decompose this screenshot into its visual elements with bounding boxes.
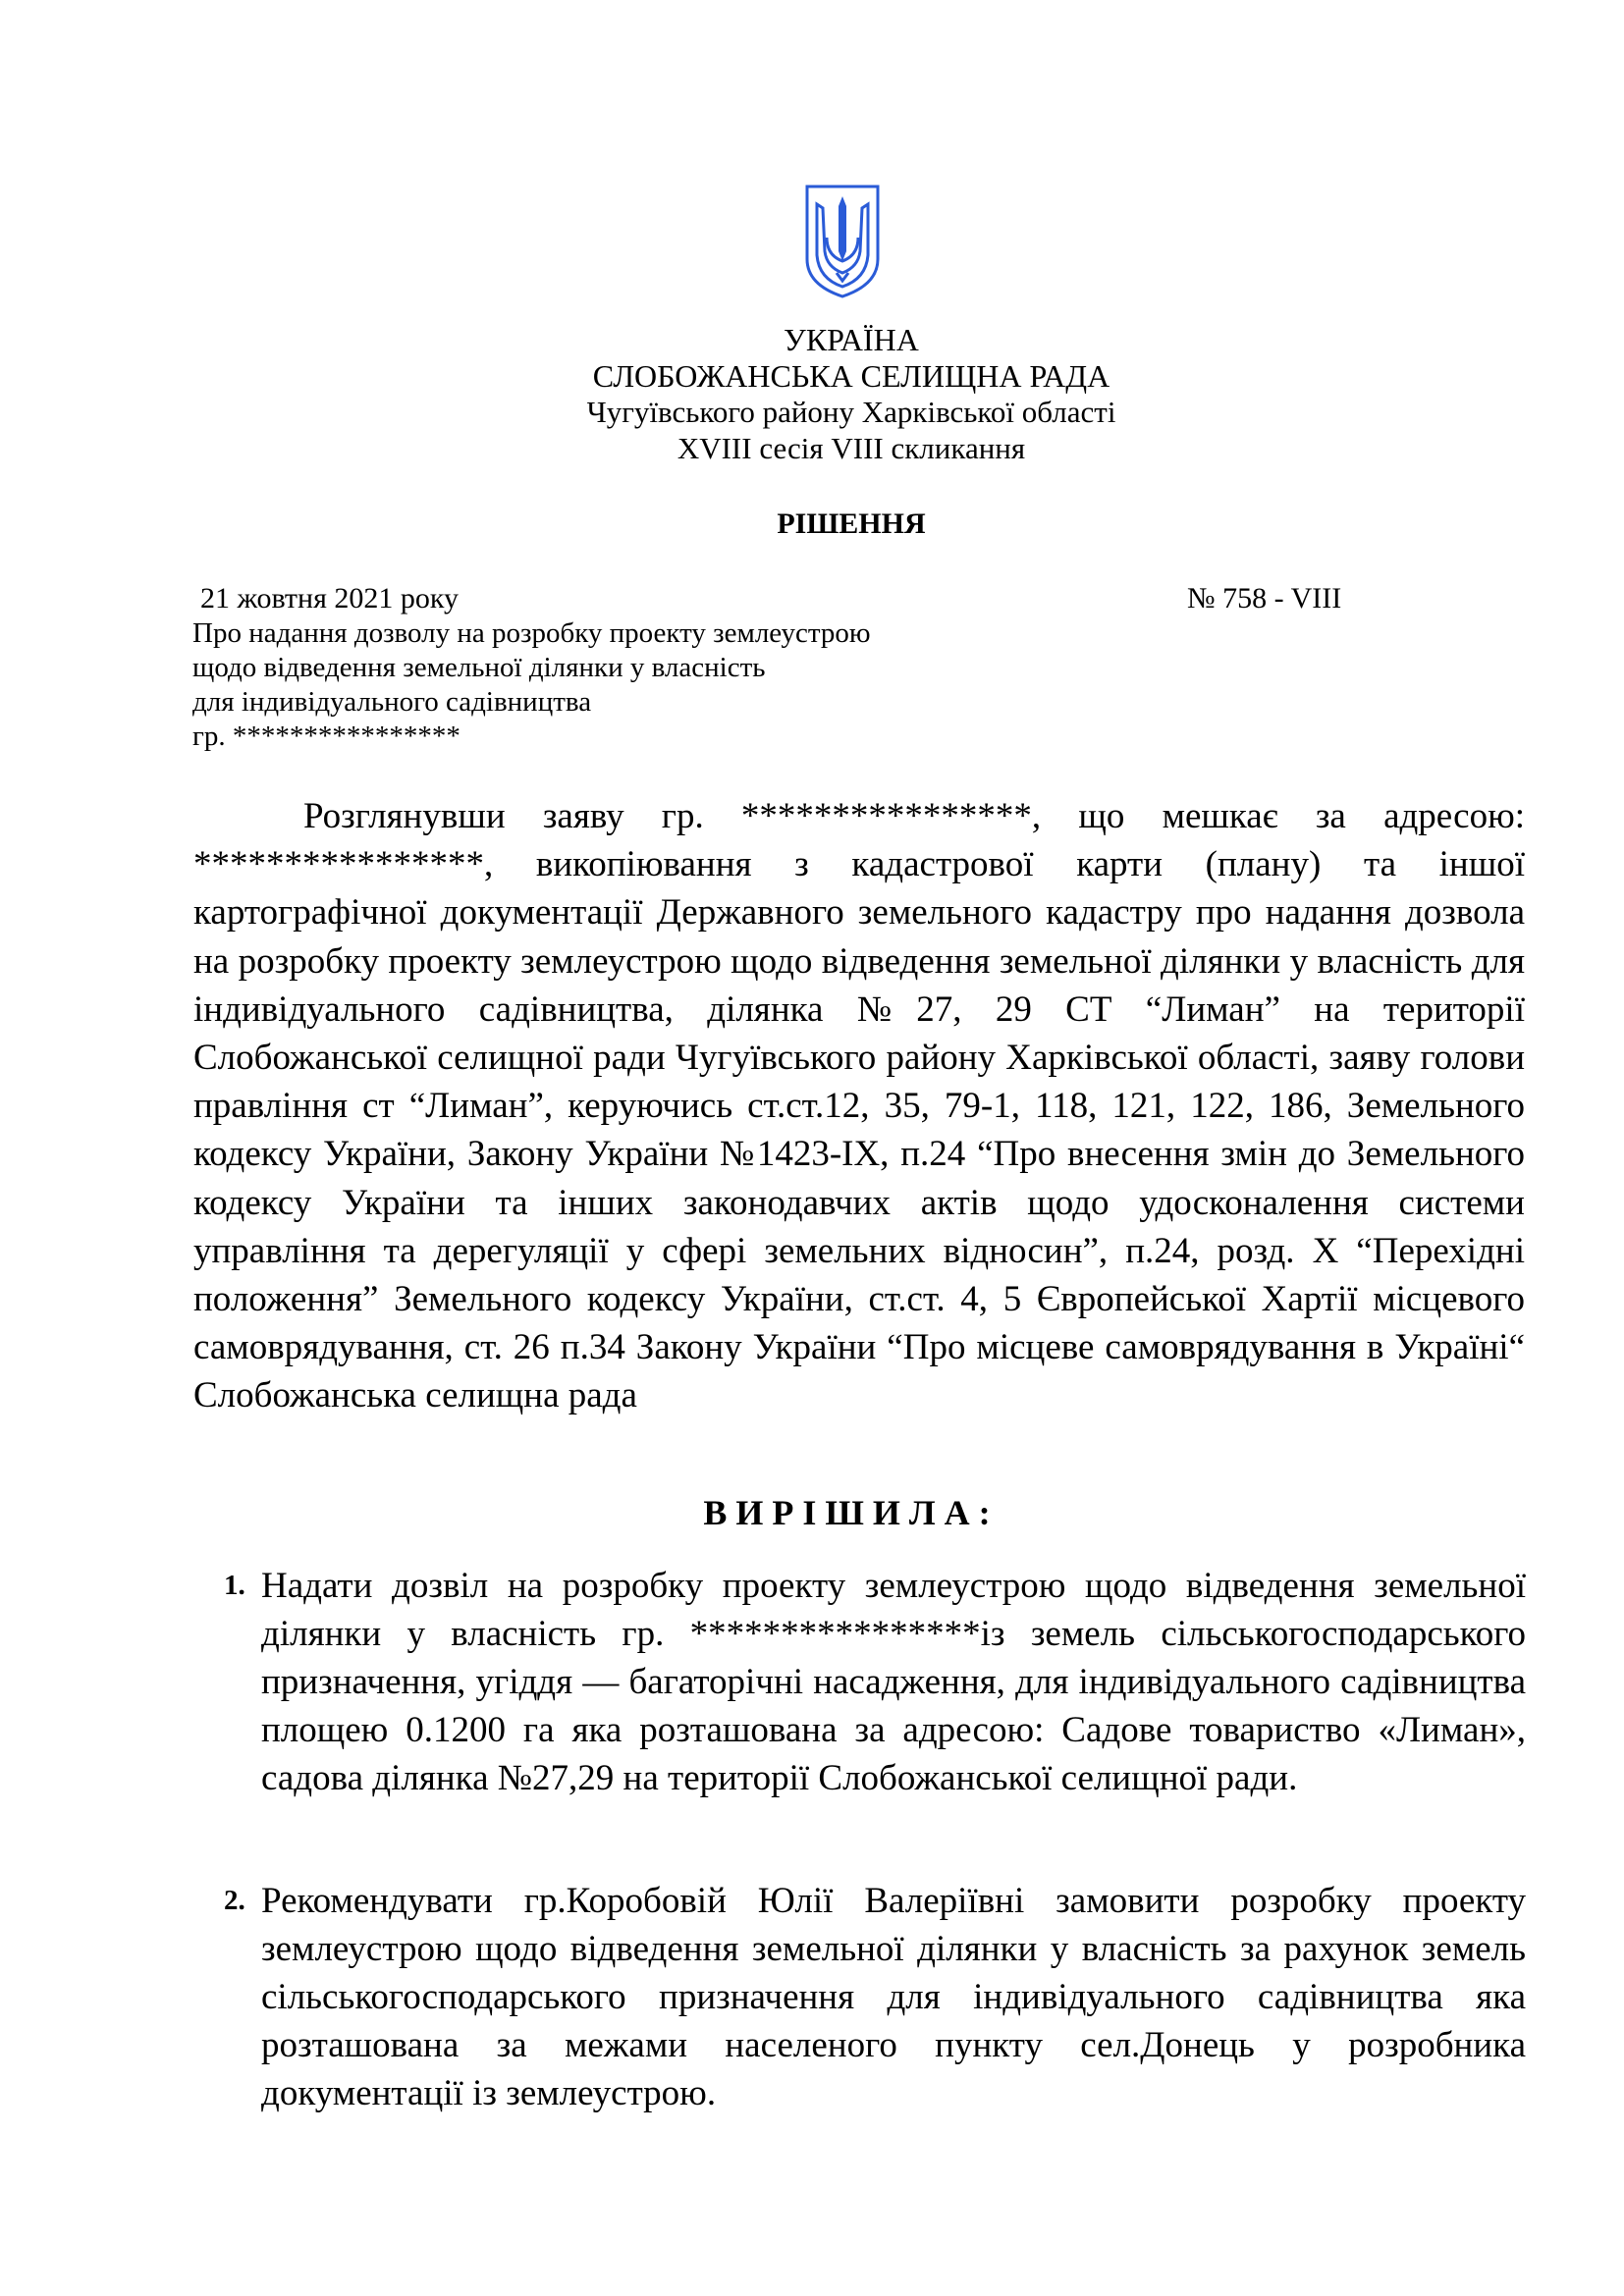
header-country: УКРАЇНА bbox=[784, 322, 919, 357]
decision-date: 21 жовтня 2021 року bbox=[200, 582, 460, 614]
decision-subject bbox=[192, 616, 939, 754]
resolution-item bbox=[224, 1562, 1526, 1802]
subject-line: Про надання дозволу на розробку проекту землеустрою bbox=[192, 617, 871, 649]
subject-line: щодо відведення земельної ділянки у власність bbox=[192, 652, 766, 683]
resolution-item bbox=[224, 1877, 1526, 2117]
coat-of-arms-icon bbox=[803, 183, 882, 300]
resolved-title: ВИРІШИЛА: bbox=[703, 1493, 1000, 1532]
item-text: Рекомендувати гр.Коробовій Юлії Валеріївні замовити розробку проекту землеустрою щодо відведення земельної ділянки у власність за рахунок земель сільськогосподарського призначення для індивідуального садівництва яка розташована за межами населеного пункту сел.Донець у розробника документації із землеустрою. bbox=[261, 1881, 1526, 2113]
subject-line: гр. **************** bbox=[192, 721, 460, 752]
header-session: XVIII сесія VIII скликання bbox=[677, 431, 1026, 465]
header-district: Чугуївського району Харківської області bbox=[586, 395, 1116, 429]
item-text: Надати дозвіл на розробку проекту землеустрою щодо відведення земельної ділянки у власність гр. ****************із земель сільськогосподарського призначення, угіддя — багаторічні насадження, для індивідуального садівництва площею 0.1200 га яка розташована за адресою: Садове товариство «Лиман», садова ділянка №27,29 на території Слобожанської селищної ради. bbox=[261, 1566, 1526, 1798]
subject-line: для індивідуального садівництва bbox=[192, 686, 592, 718]
item-number: 2. bbox=[224, 1885, 245, 1916]
preamble-paragraph: Розглянувши заяву гр. ****************, що мешкає за адресою: ****************, викопіювання з кадастрової карти (плану) та іншої картографічної документації Державного земельного кадастру про надання дозвола на розробку проекту землеустрою щодо відведення земельної ділянки у власність для індивідуального садівництва, ділянка №27, 29 СТ “Лиман” на території Слобожанської селищної ради Чугуївського району Харківської області, заяву голови правління ст “Лиман”, керуючись ст.ст.12, 35, 79-1, 118, 121, 122, 186, Земельного кодексу України, Закону України №1423-IX, п.24 “Про внесення змін до Земельного кодексу України та інших законодавчих актів щодо удосконалення системи управління та дерегуляції у сфері земельних відносин”, п.24, розд. Х “Перехідні положення” Земельного кодексу України, ст.ст. 4, 5 Європейської Хартії місцевого самоврядування, ст. 26 п.34 Закону України “Про місцеве самоврядування в Україні“ Слобожанська селищна рада bbox=[193, 796, 1525, 1416]
item-number: 1. bbox=[224, 1570, 245, 1601]
decision-title: РІШЕННЯ bbox=[777, 507, 926, 540]
decision-number: № 758 - VIII bbox=[1187, 582, 1342, 614]
header-council: СЛОБОЖАНСЬКА СЕЛИЩНА РАДА bbox=[592, 358, 1110, 394]
